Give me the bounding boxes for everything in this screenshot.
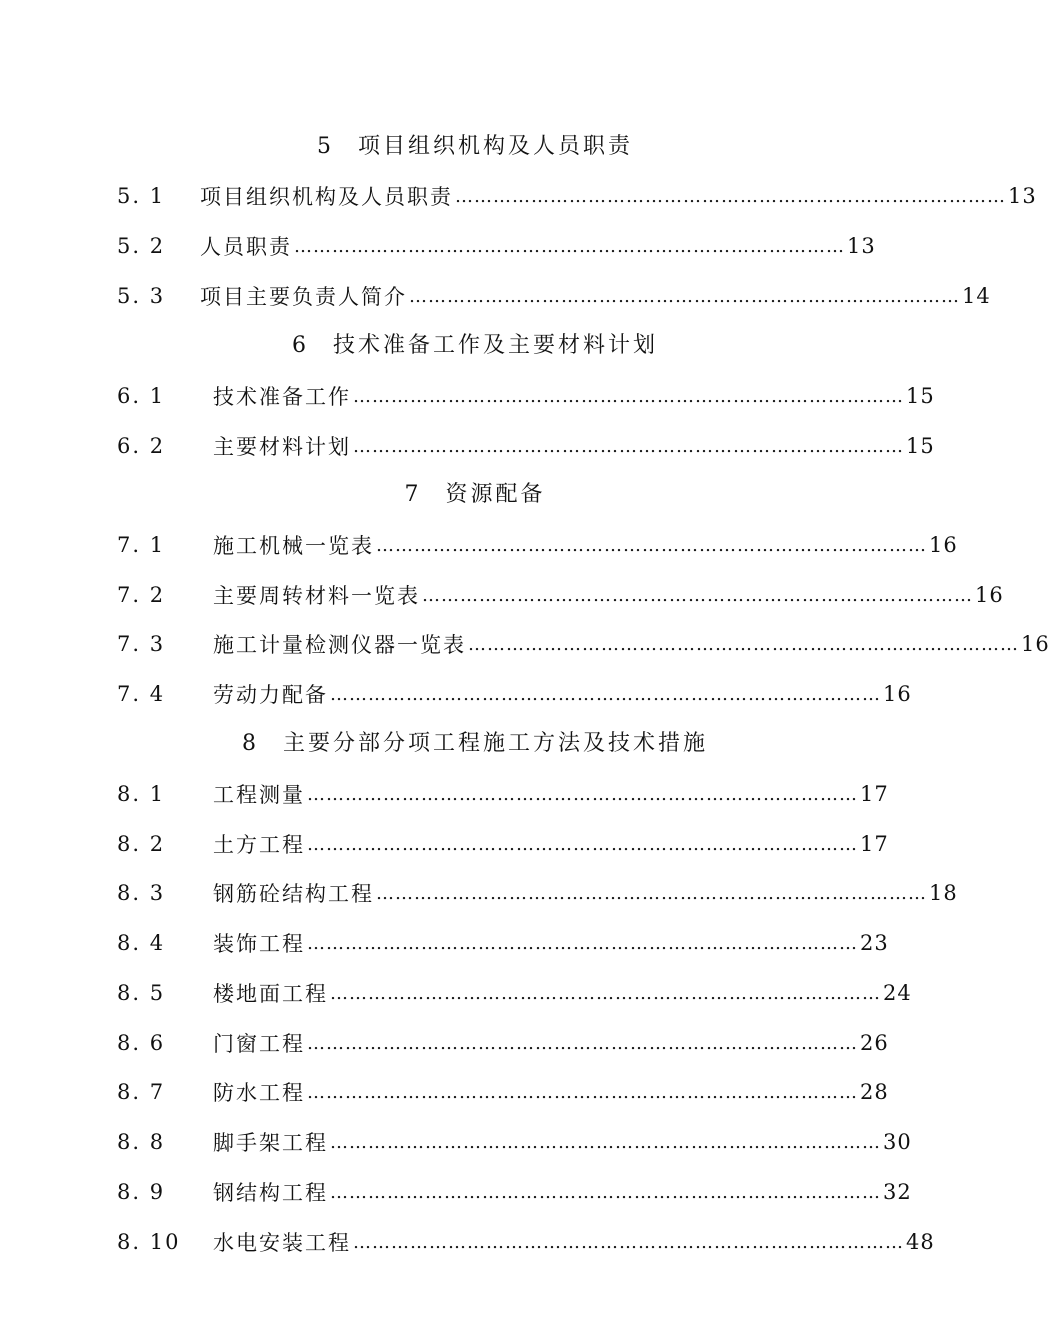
dot-leader: …………………………………………………………………………… xyxy=(294,235,845,257)
entry-label: 主要材料计划 xyxy=(213,435,351,459)
entry-page: 15 xyxy=(906,434,935,458)
dot-leader: …………………………………………………………………………… xyxy=(330,1131,881,1153)
section-title: 资源配备 xyxy=(445,482,546,507)
toc-entry[interactable] xyxy=(117,829,889,859)
dot-leader: …………………………………………………………………………… xyxy=(455,185,1006,207)
entry-page: 13 xyxy=(847,234,876,258)
entry-page: 48 xyxy=(906,1230,935,1254)
toc-entry[interactable] xyxy=(117,679,912,709)
dot-leader: …………………………………………………………………………… xyxy=(468,633,1019,655)
entry-number: 6. 2 xyxy=(117,434,166,458)
toc-entry[interactable] xyxy=(117,629,1050,659)
entry-number: 5. 3 xyxy=(117,284,166,308)
entry-number: 8. 9 xyxy=(117,1180,166,1204)
entry-page: 17 xyxy=(860,782,889,806)
entry-page: 16 xyxy=(1021,632,1050,656)
entry-number: 8. 1 xyxy=(117,782,166,806)
entry-label: 钢结构工程 xyxy=(213,1181,328,1205)
entry-label: 劳动力配备 xyxy=(213,683,328,707)
entry-number: 7. 3 xyxy=(117,632,166,656)
dot-leader: …………………………………………………………………………… xyxy=(353,1231,904,1253)
entry-label: 技术准备工作 xyxy=(213,385,351,409)
entry-number: 6. 1 xyxy=(117,384,166,408)
entry-label: 人员职责 xyxy=(200,235,292,259)
entry-label: 工程测量 xyxy=(213,783,305,807)
entry-page: 16 xyxy=(883,682,912,706)
dot-leader: …………………………………………………………………………… xyxy=(307,783,858,805)
toc-entry[interactable] xyxy=(117,1227,935,1257)
section-heading xyxy=(0,132,950,162)
toc-entry[interactable] xyxy=(117,779,889,809)
entry-label: 门窗工程 xyxy=(213,1032,305,1056)
toc-entry[interactable] xyxy=(117,1177,912,1207)
entry-number: 7. 4 xyxy=(117,682,166,706)
entry-label: 项目主要负责人简介 xyxy=(200,285,407,309)
toc-entry[interactable] xyxy=(117,281,991,311)
entry-label: 主要周转材料一览表 xyxy=(213,584,420,608)
section-number: 6 xyxy=(291,333,309,358)
entry-page: 32 xyxy=(883,1180,912,1204)
entry-number: 8. 6 xyxy=(117,1031,166,1055)
entry-number: 8. 8 xyxy=(117,1130,166,1154)
dot-leader: …………………………………………………………………………… xyxy=(307,1081,858,1103)
section-number: 5 xyxy=(316,134,334,159)
entry-number: 7. 1 xyxy=(117,533,166,557)
dot-leader: …………………………………………………………………………… xyxy=(376,882,927,904)
entry-number: 8. 5 xyxy=(117,981,166,1005)
entry-label: 施工计量检测仪器一览表 xyxy=(213,633,466,657)
entry-number: 8. 3 xyxy=(117,881,166,905)
dot-leader: …………………………………………………………………………… xyxy=(376,534,927,556)
toc-entry[interactable] xyxy=(117,1077,889,1107)
entry-number: 8. 4 xyxy=(117,931,166,955)
entry-label: 防水工程 xyxy=(213,1081,305,1105)
entry-page: 14 xyxy=(962,284,991,308)
entry-label: 钢筋砼结构工程 xyxy=(213,882,374,906)
dot-leader: …………………………………………………………………………… xyxy=(330,683,881,705)
entry-page: 16 xyxy=(929,533,958,557)
section-title: 项目组织机构及人员职责 xyxy=(357,134,633,159)
section-title: 主要分部分项工程施工方法及技术措施 xyxy=(282,731,708,756)
dot-leader: …………………………………………………………………………… xyxy=(409,285,960,307)
section-title: 技术准备工作及主要材料计划 xyxy=(332,333,658,358)
entry-number: 5. 2 xyxy=(117,234,166,258)
dot-leader: …………………………………………………………………………… xyxy=(330,1181,881,1203)
entry-label: 水电安装工程 xyxy=(213,1231,351,1255)
section-heading xyxy=(0,331,950,361)
entry-label: 楼地面工程 xyxy=(213,982,328,1006)
entry-number: 5. 1 xyxy=(117,184,166,208)
toc-entry[interactable] xyxy=(117,431,935,461)
entry-page: 24 xyxy=(883,981,912,1005)
entry-label: 装饰工程 xyxy=(213,932,305,956)
dot-leader: …………………………………………………………………………… xyxy=(422,584,973,606)
section-heading xyxy=(0,480,950,510)
entry-label: 施工机械一览表 xyxy=(213,534,374,558)
toc-entry[interactable] xyxy=(117,878,958,908)
entry-number: 7. 2 xyxy=(117,583,166,607)
entry-page: 26 xyxy=(860,1031,889,1055)
entry-page: 17 xyxy=(860,832,889,856)
entry-page: 30 xyxy=(883,1130,912,1154)
dot-leader: …………………………………………………………………………… xyxy=(330,982,881,1004)
section-number: 7 xyxy=(404,482,422,507)
entry-number: 8. 7 xyxy=(117,1080,166,1104)
toc-entry[interactable] xyxy=(117,231,876,261)
entry-label: 土方工程 xyxy=(213,833,305,857)
entry-label: 项目组织机构及人员职责 xyxy=(200,185,453,209)
dot-leader: …………………………………………………………………………… xyxy=(307,1032,858,1054)
entry-page: 15 xyxy=(906,384,935,408)
entry-page: 13 xyxy=(1008,184,1037,208)
toc-entry[interactable] xyxy=(117,580,1004,610)
entry-page: 16 xyxy=(975,583,1004,607)
entry-page: 23 xyxy=(860,931,889,955)
entry-label: 脚手架工程 xyxy=(213,1131,328,1155)
entry-number: 8. 10 xyxy=(117,1230,181,1254)
dot-leader: …………………………………………………………………………… xyxy=(353,385,904,407)
section-number: 8 xyxy=(241,731,259,756)
toc-entry[interactable] xyxy=(117,381,935,411)
toc-entry[interactable] xyxy=(117,181,1037,211)
entry-page: 28 xyxy=(860,1080,889,1104)
toc-entry[interactable] xyxy=(117,530,958,560)
dot-leader: …………………………………………………………………………… xyxy=(307,932,858,954)
toc-entry[interactable] xyxy=(117,1028,889,1058)
dot-leader: …………………………………………………………………………… xyxy=(353,435,904,457)
section-heading xyxy=(0,729,950,759)
toc-entry[interactable] xyxy=(117,1127,912,1157)
toc-entry[interactable] xyxy=(117,978,912,1008)
entry-page: 18 xyxy=(929,881,958,905)
entry-number: 8. 2 xyxy=(117,832,166,856)
dot-leader: …………………………………………………………………………… xyxy=(307,833,858,855)
toc-entry[interactable] xyxy=(117,928,889,958)
